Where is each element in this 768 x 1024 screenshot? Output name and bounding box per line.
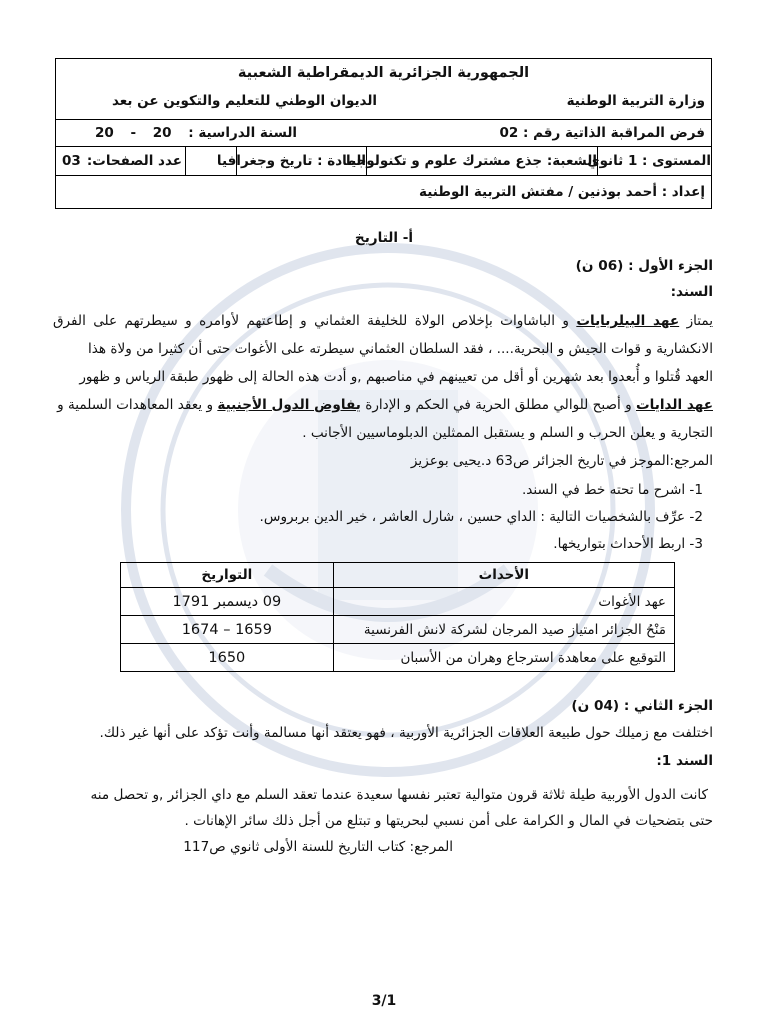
prepared-by: إعداد : أحمد بوذنين / مفتش التربية الوطنية xyxy=(419,184,705,200)
event-cell: عهد الأغوات xyxy=(333,588,674,616)
stream-cell xyxy=(346,147,597,175)
part1-title: الجزء الأول : (06 ن) xyxy=(575,258,713,274)
pages-value: 03 xyxy=(62,153,81,169)
part1-reference: المرجع:الموجز في تاريخ الجزائر ص63 د.يحيى بوعزيز xyxy=(410,453,713,469)
underlined-term-negotiates: يفاوض الدول الأجنبية xyxy=(217,397,361,413)
school-year-end: 20 xyxy=(94,125,114,141)
exam-header xyxy=(55,58,712,209)
part2-title: الجزء الثاني : (04 ن) xyxy=(571,698,713,714)
events-dates-table xyxy=(120,562,675,672)
ministry-name: وزارة التربية الوطنية xyxy=(566,93,705,109)
subject-cell xyxy=(216,147,366,175)
column-header-dates: التواريخ xyxy=(121,563,334,588)
level-cell xyxy=(587,147,711,175)
header-row-institution xyxy=(56,59,711,120)
date-cell: 09 ديسمبر 1791 xyxy=(121,588,334,616)
school-year-label: السنة الدراسية : xyxy=(188,125,298,141)
school-year xyxy=(56,125,336,141)
republic-title: الجمهورية الجزائرية الديمقراطية الشعبية xyxy=(237,65,530,81)
column-header-events: الأحداث xyxy=(333,563,674,588)
p1-pre: يمتاز xyxy=(686,313,714,329)
pages-cell xyxy=(54,147,236,175)
event-cell: مَنْحُ الجزائر امتياز صيد المرجان لشركة لانش الفرنسية xyxy=(333,616,674,644)
page-number: 3/1 xyxy=(371,993,397,1009)
date-cell: 1650 xyxy=(121,644,334,672)
question-3: 3- اربط الأحداث بتواريخها. xyxy=(553,536,703,552)
part2-paragraph-line-2: حتى بتضحيات في المال و الكرامة على أمن نسبي لبحريتها و تبتلع من أجل ذلك سائر الإهانات . xyxy=(184,813,713,829)
part2-paragraph-line-1: كانت الدول الأوربية طيلة ثلاثة قرون متوالية تعتبر نفسها سعيدة عندما تعقد السلم مع داي الجزائر ,و تحصل منه xyxy=(90,787,708,803)
part1-paragraph-line-1 xyxy=(53,313,713,329)
question-2: 2- عرِّف بالشخصيات التالية : الداي حسين ، شارل العاشر ، خير الدين بربروس. xyxy=(259,509,703,525)
pages-label: عدد الصفحات: xyxy=(86,153,182,169)
part1-paragraph-line-3: العهد قُتلوا و أُبعدوا بعد شهرين أو أقل من تعيينهم في مناصبهم ,و أدت هذه الحالة إلى ظهور طبقة الرياس و ظهور xyxy=(79,369,713,385)
p4-post: و يعقد المعاهدات السلمية و xyxy=(57,397,214,413)
p4-mid: و أصبح للوالي مطلق الحرية في الحكم و الإدارة xyxy=(365,397,632,413)
header-row-author xyxy=(56,176,711,209)
exam-title: فرض المراقبة الذاتية رقم : 02 xyxy=(499,125,705,141)
school-year-separator: - xyxy=(130,125,137,141)
part1-paragraph-line-5: التجارية و يعلن الحرب و السلم و يستقبل الممثلين الدبلوماسيين الأجانب . xyxy=(302,425,713,441)
table-header-row xyxy=(121,563,675,588)
level-text: المستوى : 1 ثانوي xyxy=(587,153,711,169)
underlined-term-deys: عهد الدايات xyxy=(636,397,713,413)
part1-document-label: السند: xyxy=(670,284,713,300)
table-row xyxy=(121,616,675,644)
header-row-exam xyxy=(56,120,711,147)
table-row xyxy=(121,644,675,672)
question-1: 1- اشرح ما تحته خط في السند. xyxy=(521,482,703,498)
part1-paragraph-line-2: الانكشارية و قوات الجيش و البحرية.... ، فقد السلطان العثماني سيطرته على الأغوات حتى أن كثيرا من ولاة هذا xyxy=(87,341,713,357)
office-name: الديوان الوطني للتعليم والتكوين عن بعد xyxy=(112,93,378,109)
p1-post: و الباشاوات بإخلاص الولاة للخليفة العثماني و إطاعتهم لأوامره و سيطرتهم على الفرق xyxy=(53,313,569,329)
section-title: أ- التاريخ xyxy=(354,230,414,246)
part2-reference: المرجع: كتاب التاريخ للسنة الأولى ثانوي ص117 xyxy=(183,839,453,855)
stream-text: الشعبة: جذع مشترك علوم و تكنولوجيا xyxy=(346,153,597,169)
part1-paragraph-line-4 xyxy=(57,397,713,413)
subject-text: المادة : تاريخ وجغرافيا xyxy=(216,153,366,169)
date-cell: 1659 – 1674 xyxy=(121,616,334,644)
part2-document-label: السند 1: xyxy=(656,753,713,769)
header-row-details xyxy=(56,147,711,176)
event-cell: التوقيع على معاهدة استرجاع وهران من الأسبان xyxy=(333,644,674,672)
part2-intro: اختلفت مع زميلك حول طبيعة العلاقات الجزائرية الأوربية ، فهو يعتقد أنها مسالمة وأنت تؤكد على أنها غير ذلك. xyxy=(99,725,713,741)
school-year-start: 20 xyxy=(152,125,172,141)
table-row xyxy=(121,588,675,616)
underlined-term-beylerbeys: عهد البيلربايات xyxy=(576,313,680,329)
pages-divider xyxy=(185,147,236,175)
